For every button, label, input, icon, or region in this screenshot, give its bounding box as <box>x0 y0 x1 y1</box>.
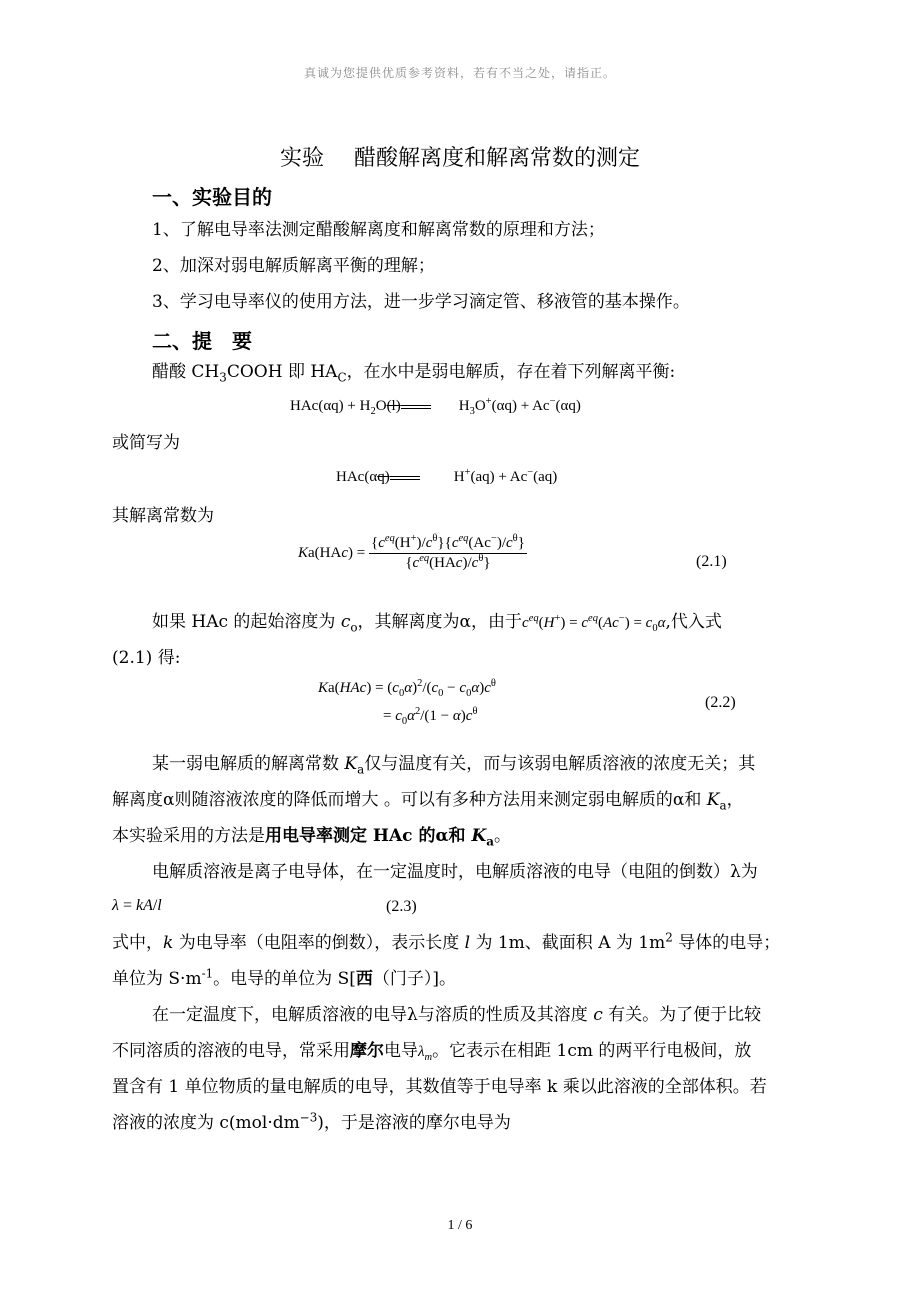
para3-line1: 式中，k 为电导率（电阻率的倒数），表示长度 l 为 1m、截面积 A 为 $1m^2$ 导体的电导； <box>112 930 781 953</box>
para3-line2: 单位为 $S\cdot m^{-1}$。电导的单位为 S[西（门子）]。 <box>112 966 456 989</box>
equation-number-2-3: (2.3) <box>386 898 417 915</box>
if-line: 如果 HAc 的起始溶度为 $c_o$，其解离度为α，由于$c^{eq}(H^+) = c^{eq}(Ac^-) = c_0\alpha$,代入式 <box>152 612 722 635</box>
if-line-2: (2.1) 得: <box>112 648 181 668</box>
objective-item-1: 1、了解电导率法测定醋酸解离度和解离常数的原理和方法； <box>152 220 605 240</box>
para1-line2: 解离度α则随溶液浓度的降低而增大 。可以有多种方法用来测定弱电解质的α和 $K_a$， <box>112 790 744 813</box>
para1-line1: 某一弱电解质的解离常数 $K_a$仅与温度有关，而与该弱电解质溶液的浓度无关；其 <box>152 754 756 777</box>
page-title <box>0 141 920 172</box>
equilibrium-equation-1: $HAc(\alpha q) + H_2O(l) H_3O^+(\alpha q) + Ac^-(\alpha q)$ <box>290 396 581 417</box>
para4-line3: 置含有 1 单位物质的量电解质的电导，其数值等于电导率 k 乘以此溶液的全部体积。若 <box>112 1077 767 1097</box>
intro-line: 醋酸 $CH_3COOH$ 即 $HA_C$，在水中是弱电解质，存在着下列解离平衡: <box>152 362 676 385</box>
page-number: 1 / 6 <box>447 1218 473 1233</box>
equation-2-2-line1: $Ka(HAc) = (c_0\alpha)^2/(c_0 - c_0\alpha)c^\theta$ <box>318 678 496 699</box>
objective-item-2: 2、加深对弱电解质解离平衡的理解； <box>152 256 435 276</box>
objective-item-3: 3、学习电导率仪的使用方法，进一步学习滴定管、移液管的基本操作。 <box>152 292 690 312</box>
simplified-label: 或简写为 <box>112 433 180 453</box>
equation-2-2-line2: = $c_0\alpha^2/(1 - \alpha)c^\theta$ <box>383 706 478 727</box>
equilibrium-equation-2: HAc(αq) H+(aq) + Ac−(aq) <box>336 467 558 485</box>
equation-number-2-2: (2.2) <box>705 694 736 711</box>
para1-line3: 本实验采用的方法是用电导率测定 HAc 的α和 $K_a$。 <box>112 826 511 849</box>
title-right: 醋酸解离度和解离常数的测定 <box>354 146 641 171</box>
equation-2-3: λ = kA/l <box>112 897 162 914</box>
section2-heading: 二、提 要 <box>152 329 252 353</box>
section1-heading: 一、实验目的 <box>152 185 272 209</box>
watermark-text: 真诚为您提供优质参考资料，若有不当之处，请指正。 <box>303 66 616 80</box>
title-left: 实验 <box>279 146 324 171</box>
constant-label: 其解离常数为 <box>112 506 214 526</box>
equation-number-2-1: (2.1) <box>696 553 727 570</box>
para4-line2: 不同溶质的溶液的电导，常采用摩尔电导$\lambda_m$。它表示在相距 1cm 的两平行电极间，放 <box>112 1041 752 1063</box>
equation-2-1: Ka(HAc) = $\frac{\{c^{eq}(H^+)/c^\theta\}\{c^{eq}(Ac^-)/c^\theta\}}{\{c^{eq}(HAc)/c^\theta\}}$ <box>298 533 525 571</box>
para4-line1: 在一定温度下，电解质溶液的电导λ与溶质的性质及其溶度 c 有关。为了便于比较 <box>152 1005 762 1025</box>
para2-line1: 电解质溶液是离子电导体，在一定温度时，电解质溶液的电导（电阻的倒数）λ为 <box>152 862 758 882</box>
para4-line4: 溶液的浓度为 $c(mol\cdot dm^{-3})$，于是溶液的摩尔电导为 <box>112 1110 511 1133</box>
